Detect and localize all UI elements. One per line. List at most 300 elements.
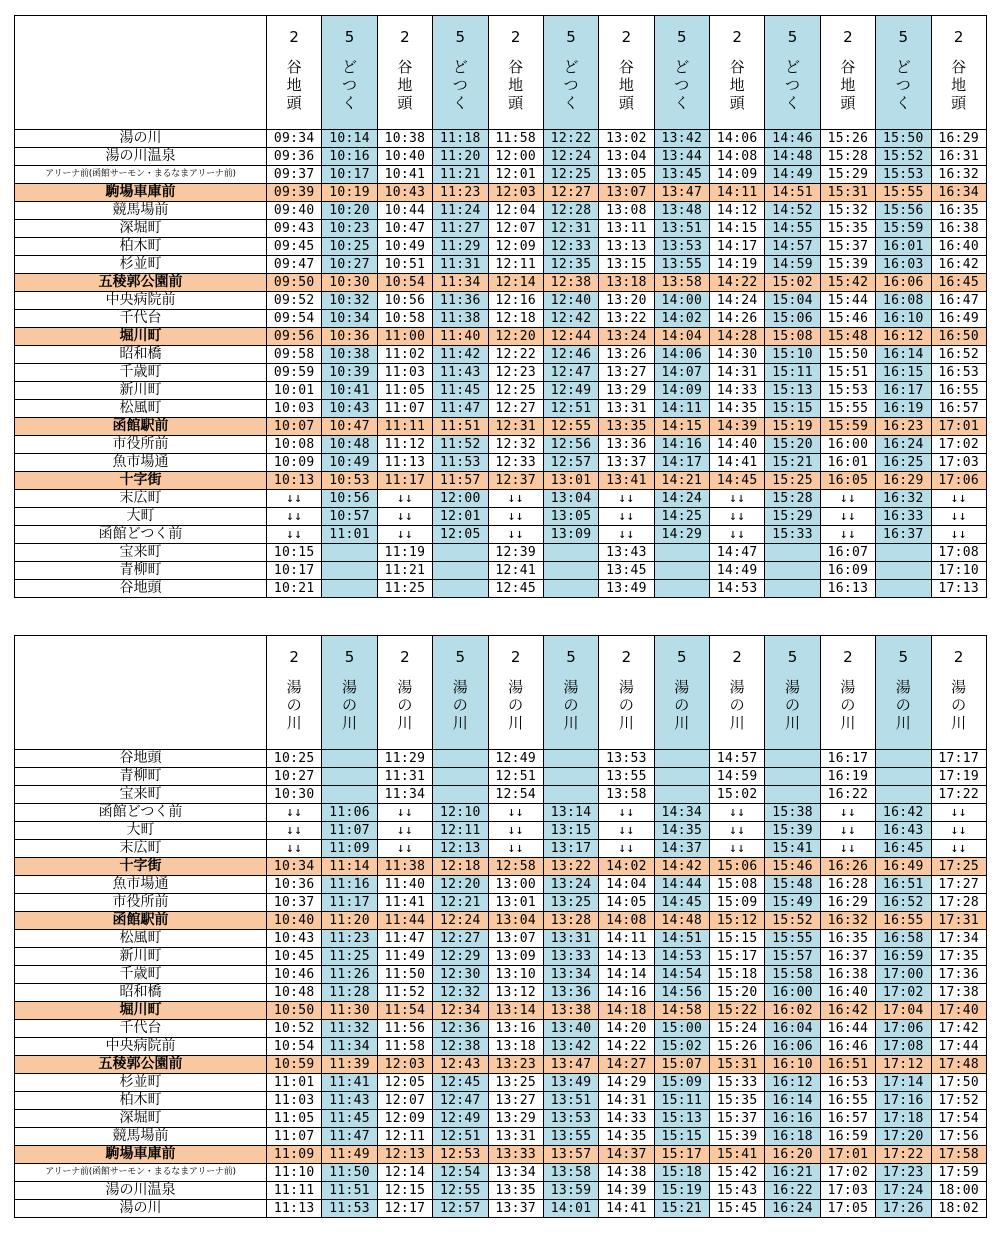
departure-time: 17:52 [931,1092,986,1110]
departure-time: 17:10 [931,562,986,580]
route-number: 5 [677,648,687,666]
departure-time: 11:44 [377,912,432,930]
departure-time: 16:42 [931,256,986,274]
departure-time: 13:18 [599,274,654,292]
departure-time: 16:34 [931,184,986,202]
departure-time: 17:50 [931,1074,986,1092]
departure-time: 10:13 [267,472,322,490]
departure-time: 13:58 [599,786,654,804]
departure-time: 15:06 [710,858,765,876]
stop-row [15,1074,987,1092]
departure-time: 10:44 [377,202,432,220]
departure-time: 12:05 [433,526,488,544]
departure-time: 15:58 [765,966,820,984]
departure-time: 11:34 [433,274,488,292]
departure-time: 12:49 [433,1110,488,1128]
departure-time: 16:52 [931,346,986,364]
departure-time: 11:29 [433,238,488,256]
departure-time: 14:02 [599,858,654,876]
departure-time: 13:25 [488,1074,543,1092]
departure-time: 13:08 [599,202,654,220]
departure-time: 13:26 [599,346,654,364]
departure-time: 10:37 [267,894,322,912]
departure-time: 13:11 [599,220,654,238]
departure-time: 17:05 [820,1200,875,1218]
trip-header [377,636,432,750]
departure-time: 14:11 [654,400,709,418]
departure-time: 10:30 [322,274,377,292]
departure-time: 11:28 [322,984,377,1002]
destination-char: つ [895,76,911,94]
departure-time [433,562,488,580]
departure-time: 10:39 [322,364,377,382]
departure-time: 16:07 [820,544,875,562]
stop-row [15,454,987,472]
stop-row [15,1002,987,1020]
departure-time: 13:45 [599,562,654,580]
departure-time: 11:41 [377,894,432,912]
departure-time: 11:45 [322,1110,377,1128]
stop-name: 中央病院前 [15,292,267,310]
departure-time: 16:28 [820,876,875,894]
departure-time: ↓↓ [599,508,654,526]
departure-time: 12:58 [488,858,543,876]
departure-time: 10:41 [322,382,377,400]
departure-time: 13:15 [599,256,654,274]
stop-row [15,768,987,786]
departure-time: 16:38 [820,966,875,984]
departure-time: 10:14 [322,130,377,148]
stop-row [15,310,987,328]
stop-name: 千歳町 [15,364,267,382]
departure-time: 14:41 [599,1200,654,1218]
destination-char: 頭 [508,94,524,112]
departure-time [876,786,931,804]
stop-name: 谷地頭 [15,750,267,768]
departure-time: 13:36 [543,984,598,1002]
destination [544,58,598,112]
departure-time: 10:27 [267,768,322,786]
departure-time: 11:24 [433,202,488,220]
destination [378,58,432,112]
departure-time [433,768,488,786]
departure-time: 14:24 [654,490,709,508]
departure-time: 10:48 [322,436,377,454]
departure-time: 13:57 [543,1146,598,1164]
departure-time: 14:04 [599,876,654,894]
departure-time: 14:31 [710,364,765,382]
departure-time: 12:14 [488,274,543,292]
departure-time: 10:45 [267,948,322,966]
departure-time: 15:31 [820,184,875,202]
departure-time: 10:15 [267,544,322,562]
stop-row [15,1200,987,1218]
destination-char: 湯 [729,678,745,696]
departure-time: 15:11 [765,364,820,382]
departure-time: ↓↓ [710,490,765,508]
departure-time: 15:52 [765,912,820,930]
departure-time: 17:44 [931,1038,986,1056]
departure-time: 13:09 [488,948,543,966]
timetable-inbound [14,635,987,1218]
departure-time: 10:03 [267,400,322,418]
route-number: 2 [400,648,410,666]
departure-time: 12:39 [488,544,543,562]
departure-time: 14:02 [654,310,709,328]
route-number: 5 [344,648,355,666]
departure-time: 11:49 [377,948,432,966]
departure-time [765,580,820,598]
departure-time: 10:38 [377,130,432,148]
departure-time: 12:38 [433,1038,488,1056]
stop-name: 大町 [15,822,267,840]
departure-time [433,786,488,804]
stop-name: 深堀町 [15,1110,267,1128]
destination-char: 谷 [286,58,302,76]
departure-time: 09:37 [267,166,322,184]
departure-time: 16:22 [820,786,875,804]
departure-time: 10:54 [267,1038,322,1056]
departure-time: 15:18 [710,966,765,984]
departure-time: 12:27 [488,400,543,418]
departure-time: 14:48 [765,148,820,166]
stop-row [15,1128,987,1146]
departure-time: 09:52 [267,292,322,310]
departure-time: 16:01 [876,238,931,256]
destination [710,678,764,732]
departure-time: 11:26 [322,966,377,984]
departure-time: ↓↓ [820,840,875,858]
departure-time: 16:29 [876,472,931,490]
header-corner [15,636,267,750]
departure-time: 15:35 [710,1092,765,1110]
departure-time: 15:19 [654,1182,709,1200]
departure-time: 10:56 [322,490,377,508]
departure-time: 12:07 [488,220,543,238]
departure-time: 12:09 [377,1110,432,1128]
departure-time: 14:51 [765,184,820,202]
departure-time: 15:26 [820,130,875,148]
destination-char: 湯 [674,678,690,696]
departure-time: 16:12 [765,1074,820,1092]
departure-time: 15:52 [876,148,931,166]
departure-time: 17:16 [876,1092,931,1110]
departure-time: 15:28 [820,148,875,166]
departure-time: 13:49 [599,580,654,598]
departure-time: 12:07 [377,1092,432,1110]
destination-char: 湯 [951,678,967,696]
departure-time: 14:22 [599,1038,654,1056]
departure-time [876,580,931,598]
departure-time: 10:16 [322,148,377,166]
departure-time: 15:42 [820,274,875,292]
departure-time: 09:34 [267,130,322,148]
departure-time: 14:07 [654,364,709,382]
departure-time: ↓↓ [377,822,432,840]
departure-time: 14:01 [543,1200,598,1218]
destination [821,58,875,112]
destination-char: の [618,696,634,714]
route-number: 5 [566,648,576,666]
departure-time: 13:48 [654,202,709,220]
departure-time: 13:33 [488,1146,543,1164]
departure-time: 16:59 [876,948,931,966]
departure-time: 16:44 [820,1020,875,1038]
stop-name: 函館どつく前 [15,804,267,822]
departure-time: 11:00 [377,328,432,346]
departure-time: 15:20 [765,436,820,454]
destination-char: 湯 [618,678,634,696]
departure-time: 16:51 [876,876,931,894]
departure-time: 13:04 [488,912,543,930]
destination [876,58,930,112]
stop-row [15,858,987,876]
destination-char: 地 [729,76,745,94]
departure-time: 16:59 [820,1128,875,1146]
departure-time: 12:04 [488,202,543,220]
stop-row [15,930,987,948]
stop-name: 新川町 [15,382,267,400]
departure-time: 15:33 [710,1074,765,1092]
departure-time [543,750,598,768]
departure-time: 13:35 [488,1182,543,1200]
stop-row [15,984,987,1002]
destination-char: 湯 [785,678,801,696]
timetable-outbound [14,15,987,598]
departure-time: 15:06 [765,310,820,328]
destination-char: 頭 [286,94,302,112]
stop-name: 堀川町 [15,328,267,346]
departure-time: 14:39 [710,418,765,436]
departure-time: 10:21 [267,580,322,598]
departure-time: 16:32 [931,166,986,184]
destination-char: つ [674,76,690,94]
destination-char: の [563,696,579,714]
departure-time: 12:57 [543,454,598,472]
departure-time: 13:22 [599,310,654,328]
departure-time: 11:54 [377,1002,432,1020]
departure-time: 16:35 [931,202,986,220]
departure-time: 11:49 [322,1146,377,1164]
departure-time: 17:06 [876,1020,931,1038]
destination [765,58,819,112]
departure-time: 10:25 [322,238,377,256]
destination-char: の [729,696,745,714]
destination-char: つ [452,76,468,94]
stop-name: 松風町 [15,400,267,418]
departure-time: 10:51 [377,256,432,274]
departure-time: 13:23 [488,1056,543,1074]
stop-name: アリーナ前(函館サーモン・まるなまアリーナ前) [15,1164,267,1182]
departure-time: ↓↓ [377,508,432,526]
departure-time: 14:16 [654,436,709,454]
departure-time: 10:57 [322,508,377,526]
departure-time: 13:42 [543,1038,598,1056]
departure-time: 15:55 [820,400,875,418]
departure-time: 17:01 [820,1146,875,1164]
destination-char: 川 [729,714,745,732]
departure-time: 12:35 [543,256,598,274]
departure-time: 11:42 [433,346,488,364]
departure-time: 18:02 [931,1200,986,1218]
departure-time [322,750,377,768]
departure-time: 14:49 [765,166,820,184]
stop-name: 十字街 [15,472,267,490]
departure-time: 14:35 [654,822,709,840]
departure-time: 12:21 [433,894,488,912]
departure-time: 13:55 [543,1128,598,1146]
departure-time: 14:27 [599,1056,654,1074]
destination [765,678,819,732]
departure-time: 14:35 [710,400,765,418]
departure-time: 17:23 [876,1164,931,1182]
departure-time: 10:46 [267,966,322,984]
departure-time: 11:38 [433,310,488,328]
departure-time: 15:02 [710,786,765,804]
departure-time: 15:15 [710,930,765,948]
departure-time: 15:37 [710,1110,765,1128]
destination-char: 湯 [563,678,579,696]
departure-time: 17:59 [931,1164,986,1182]
departure-time: 12:28 [543,202,598,220]
route-number: 5 [787,648,798,666]
stop-name: 柏木町 [15,238,267,256]
departure-time: 12:18 [433,858,488,876]
departure-time: 15:13 [654,1110,709,1128]
departure-time: 13:28 [543,912,598,930]
departure-time: 10:43 [267,930,322,948]
departure-time: 10:58 [377,310,432,328]
destination-char: 川 [286,714,302,732]
departure-time: 16:00 [820,436,875,454]
departure-time: 16:18 [765,1128,820,1146]
departure-time: 14:59 [765,256,820,274]
trip-header [654,16,709,130]
departure-time: 12:40 [543,292,598,310]
departure-time: 10:40 [377,148,432,166]
departure-time: 12:55 [433,1182,488,1200]
stop-name: 魚市場通 [15,454,267,472]
departure-time: 11:20 [322,912,377,930]
departure-time: 15:55 [765,930,820,948]
stop-row [15,346,987,364]
stop-row [15,148,987,166]
departure-time: 14:29 [599,1074,654,1092]
departure-time: 12:47 [543,364,598,382]
departure-time: 16:22 [765,1182,820,1200]
destination-char: く [785,94,801,112]
departure-time: 14:28 [710,328,765,346]
destination-char: 谷 [508,58,524,76]
departure-time: 14:41 [710,454,765,472]
departure-time: 14:45 [654,894,709,912]
departure-time: 17:14 [876,1074,931,1092]
departure-time: 14:44 [654,876,709,894]
departure-time: 11:38 [377,858,432,876]
destination [489,58,543,112]
departure-time: 14:14 [599,966,654,984]
departure-time: 16:14 [876,346,931,364]
departure-time: 14:05 [599,894,654,912]
destination [821,678,875,732]
stop-name: 深堀町 [15,220,267,238]
stop-row [15,1182,987,1200]
destination-char: 川 [618,714,634,732]
departure-time: 12:05 [377,1074,432,1092]
departure-time: ↓↓ [820,490,875,508]
destination-char: 谷 [951,58,967,76]
destination-char: の [452,696,468,714]
destination-char: く [563,94,579,112]
route-number: 2 [289,648,299,666]
trip-header [654,636,709,750]
departure-time: 15:20 [710,984,765,1002]
departure-time [654,768,709,786]
trip-header [876,636,931,750]
departure-time: 10:23 [322,220,377,238]
stop-row [15,382,987,400]
departure-time: 16:46 [820,1038,875,1056]
departure-time: 10:49 [322,454,377,472]
destination-char: 川 [951,714,967,732]
destination-char: ど [785,58,801,76]
departure-time: 11:21 [377,562,432,580]
departure-time: 13:35 [599,418,654,436]
departure-time: 12:37 [488,472,543,490]
departure-time: 12:22 [543,130,598,148]
stop-row [15,786,987,804]
destination-char: 湯 [286,678,302,696]
departure-time: 16:01 [820,454,875,472]
departure-time: 16:43 [876,822,931,840]
departure-time: 11:11 [377,418,432,436]
stop-row [15,1056,987,1074]
stop-name: 昭和橋 [15,984,267,1002]
stop-row [15,1020,987,1038]
departure-time: 12:31 [488,418,543,436]
departure-time: 15:39 [820,256,875,274]
stop-name: 十字街 [15,858,267,876]
departure-time: 16:20 [765,1146,820,1164]
departure-time: ↓↓ [267,490,322,508]
departure-time: 13:43 [599,544,654,562]
departure-time: 14:40 [710,436,765,454]
departure-time: 11:13 [377,454,432,472]
departure-time: ↓↓ [267,804,322,822]
departure-time: 13:44 [654,148,709,166]
departure-time: 13:27 [488,1092,543,1110]
departure-time: 09:50 [267,274,322,292]
departure-time: ↓↓ [377,840,432,858]
departure-time: 13:37 [488,1200,543,1218]
destination-char: 川 [785,714,801,732]
departure-time: 17:54 [931,1110,986,1128]
departure-time: 10:09 [267,454,322,472]
departure-time: 12:47 [433,1092,488,1110]
trip-header [377,16,432,130]
departure-time: 16:33 [876,508,931,526]
departure-time: 14:37 [599,1146,654,1164]
destination [655,58,709,112]
departure-time: 17:34 [931,930,986,948]
departure-time: 11:14 [322,858,377,876]
departure-time: 10:32 [322,292,377,310]
departure-time: 16:24 [765,1200,820,1218]
departure-time: 13:37 [599,454,654,472]
departure-time: 15:39 [765,822,820,840]
departure-time: 12:17 [377,1200,432,1218]
departure-time: 16:57 [931,400,986,418]
